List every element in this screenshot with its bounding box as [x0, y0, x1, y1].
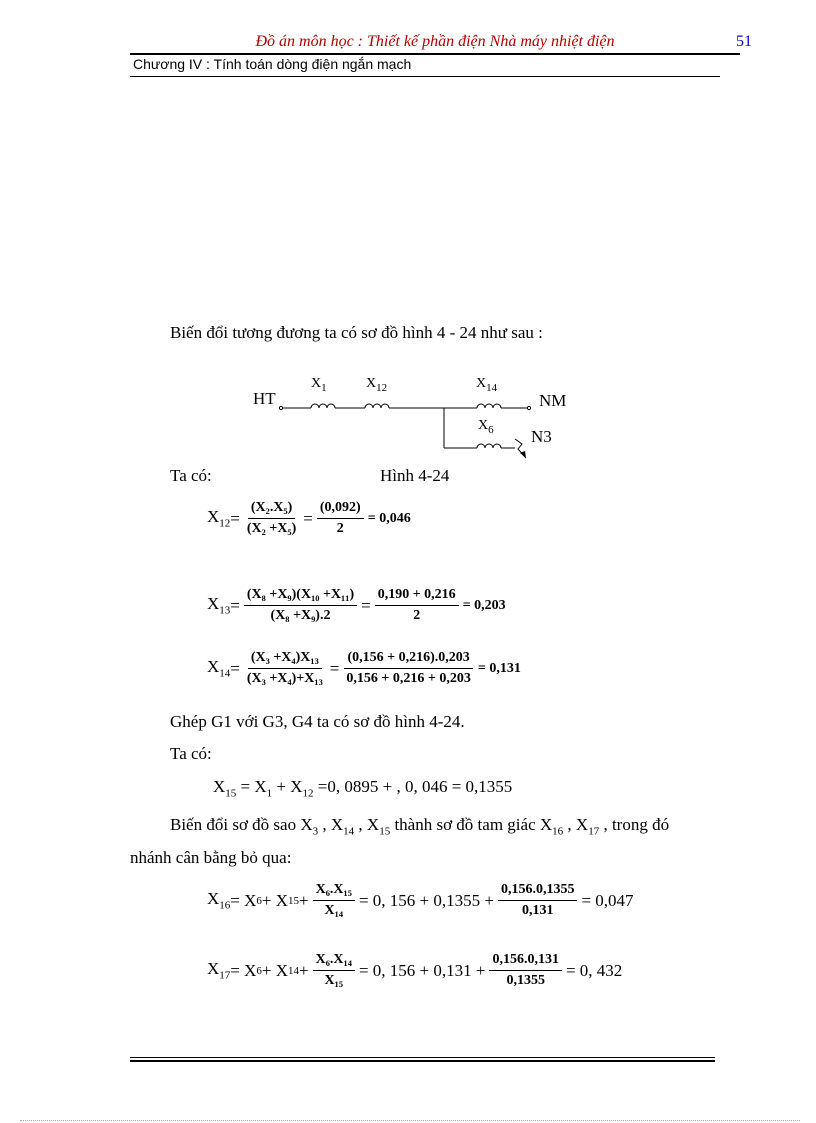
label-nm: NM	[539, 391, 567, 410]
label-n3: N3	[531, 427, 552, 446]
equation-x16: $X_{16}$ = X 6 + X 15 + $\frac{\text{X₆.X₁₅}}{\text{X₁₄}}$ = 0, 156 + 0,1355 + $\frac{0,156.0,1355}{0,131}$ = 0,047	[207, 882, 634, 918]
chapter-title: Chương IV : Tính toán dòng điện ngắn mạch	[133, 56, 412, 72]
equation-x14: $X_{14}$ = $\frac{\text{(X₃ +X₄)X₁₃}}{\text{(X₃ +X₄)+X₁₃}}$ = $\frac{(0,156 + 0,216).0,203}{0,156 + 0,216 + 0,203}$ = 0,131	[207, 650, 521, 686]
bien-doi-text: Biến đổi sơ đồ sao $X_3$ , $X_{14}$ , $X_{15}$ thành sơ đồ tam giác $X_{16}$ , $X_{17}$ , trong đó	[170, 815, 670, 838]
ta-co-label: Ta có:	[170, 466, 212, 485]
page-number: 51	[736, 33, 752, 50]
label-x12: $X_{12}$	[366, 376, 388, 394]
footer-rule-thin	[130, 1057, 715, 1058]
intro-text: Biến đổi tương đương ta có sơ đồ hình 4 - 24 như sau :	[170, 323, 543, 342]
ghep-text: Ghép G1 với G3, G4 ta có sơ đồ hình 4-24.	[170, 712, 465, 731]
label-x6: $X_6$	[478, 418, 494, 436]
equation-x17: $X_{17}$ = X 6 + X 14 + $\frac{\text{X₆.X₁₄}}{\text{X₁₅}}$ = 0, 156 + 0,131 + $\frac{0,156.0,131}{0,1355}$ = 0, 432	[207, 952, 623, 988]
equation-x12: $X_{12}$ = $\frac{\text{(X₂.X₅)}}{\text{(X₂ +X₅)}}$ = $\frac{(0,092)}{2}$ = 0,046	[207, 500, 411, 536]
label-x14: $X_{14}$	[476, 376, 498, 394]
equation-x15: $X_{15} = X_1 + X_{12} =0$, 0895 + , 0, 046 = 0,1355	[213, 777, 513, 800]
bien-doi-text-line2: nhánh cân bằng bỏ qua:	[130, 848, 292, 867]
equation-x13: $X_{13}$ = $\frac{\text{(X₈ +X₉)(X₁₀ +X₁₁)}}{\text{(X₈ +X₉).2}}$ = $\frac{0,190 + 0,216}{2}$ = 0,203	[207, 587, 506, 623]
header-title: Đồ án môn học : Thiết kế phần điện Nhà máy nhiệt điện	[255, 33, 615, 50]
ta-co-label-2: Ta có:	[170, 744, 212, 763]
circuit-diagram	[240, 370, 580, 475]
label-ht: HT	[253, 389, 276, 408]
figure-caption: Hình 4-24	[380, 466, 450, 485]
page-edge-dotted	[20, 1120, 800, 1121]
footer-rule-thick	[130, 1060, 715, 1062]
header-rule	[130, 53, 740, 55]
chapter-rule	[130, 76, 720, 77]
label-x1: $X_1$	[311, 376, 327, 394]
